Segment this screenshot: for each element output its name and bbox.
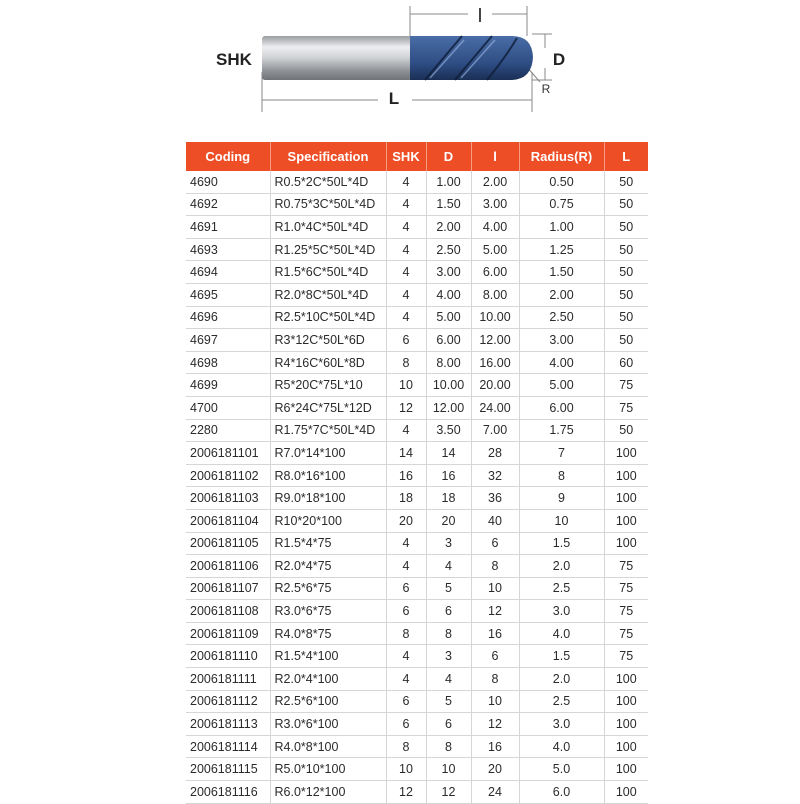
cell-l-small: 16 xyxy=(471,735,519,758)
cell-l-small: 16.00 xyxy=(471,351,519,374)
cell-shk: 4 xyxy=(386,645,426,668)
cell-l: 100 xyxy=(604,781,648,804)
cell-specification: R3.0*6*75 xyxy=(270,600,386,623)
cell-radius: 1.75 xyxy=(519,419,604,442)
cell-shk: 4 xyxy=(386,668,426,691)
cell-d: 5.00 xyxy=(426,306,471,329)
table-row xyxy=(186,577,648,600)
cell-coding: 2006181109 xyxy=(186,622,270,645)
table-row xyxy=(186,758,648,781)
cell-l: 100 xyxy=(604,690,648,713)
cell-coding: 2006181107 xyxy=(186,577,270,600)
cell-l-small: 12.00 xyxy=(471,329,519,352)
cell-l: 100 xyxy=(604,713,648,736)
cell-specification: R1.5*6C*50L*4D xyxy=(270,261,386,284)
table-row xyxy=(186,329,648,352)
table-row xyxy=(186,419,648,442)
cell-coding: 2006181115 xyxy=(186,758,270,781)
cell-d: 4 xyxy=(426,668,471,691)
cell-shk: 4 xyxy=(386,532,426,555)
cell-d: 14 xyxy=(426,442,471,465)
cell-d: 6 xyxy=(426,600,471,623)
cell-l: 75 xyxy=(604,396,648,419)
cell-shk: 6 xyxy=(386,713,426,736)
cell-l: 75 xyxy=(604,577,648,600)
cell-radius: 3.0 xyxy=(519,600,604,623)
cell-shk: 6 xyxy=(386,690,426,713)
cell-d: 1.50 xyxy=(426,193,471,216)
cell-shk: 18 xyxy=(386,487,426,510)
header-specification: Specification xyxy=(270,142,386,171)
cell-l-small: 32 xyxy=(471,464,519,487)
cell-d: 4.00 xyxy=(426,283,471,306)
cell-l: 50 xyxy=(604,329,648,352)
cell-d: 5 xyxy=(426,577,471,600)
cell-coding: 4700 xyxy=(186,396,270,419)
cell-coding: 4690 xyxy=(186,171,270,193)
label-shank: SHK xyxy=(216,50,252,69)
cell-shk: 14 xyxy=(386,442,426,465)
cell-radius: 1.00 xyxy=(519,216,604,239)
cell-d: 3.00 xyxy=(426,261,471,284)
cell-l: 100 xyxy=(604,464,648,487)
cell-coding: 2006181111 xyxy=(186,668,270,691)
label-radius: R xyxy=(541,82,551,96)
header-d: D xyxy=(426,142,471,171)
cell-l-small: 2.00 xyxy=(471,171,519,193)
cell-l: 100 xyxy=(604,487,648,510)
cell-d: 3.50 xyxy=(426,419,471,442)
cell-specification: R4*16C*60L*8D xyxy=(270,351,386,374)
cell-d: 16 xyxy=(426,464,471,487)
cell-l: 50 xyxy=(604,261,648,284)
cell-l: 60 xyxy=(604,351,648,374)
cell-shk: 16 xyxy=(386,464,426,487)
cell-radius: 9 xyxy=(519,487,604,510)
cell-shk: 4 xyxy=(386,283,426,306)
cell-specification: R7.0*14*100 xyxy=(270,442,386,465)
cell-l: 50 xyxy=(604,419,648,442)
cell-specification: R6.0*12*100 xyxy=(270,781,386,804)
cell-l-small: 8 xyxy=(471,555,519,578)
cell-d: 12.00 xyxy=(426,396,471,419)
cell-l-small: 40 xyxy=(471,509,519,532)
cell-radius: 2.0 xyxy=(519,555,604,578)
cell-shk: 4 xyxy=(386,555,426,578)
cell-shk: 6 xyxy=(386,600,426,623)
table-header-row xyxy=(186,142,648,171)
cell-specification: R10*20*100 xyxy=(270,509,386,532)
cell-l: 75 xyxy=(604,555,648,578)
cell-radius: 6.00 xyxy=(519,396,604,419)
cell-specification: R1.25*5C*50L*4D xyxy=(270,238,386,261)
cell-d: 8 xyxy=(426,622,471,645)
cell-l-small: 20.00 xyxy=(471,374,519,397)
cell-l-small: 12 xyxy=(471,600,519,623)
cell-radius: 10 xyxy=(519,509,604,532)
table-row xyxy=(186,216,648,239)
cell-coding: 2006181103 xyxy=(186,487,270,510)
cell-specification: R5*20C*75L*10 xyxy=(270,374,386,397)
cell-radius: 4.0 xyxy=(519,735,604,758)
cell-radius: 5.0 xyxy=(519,758,604,781)
cell-coding: 4699 xyxy=(186,374,270,397)
label-overall-length: L xyxy=(388,89,400,108)
table-row xyxy=(186,171,648,193)
cell-l: 50 xyxy=(604,171,648,193)
end-mill-dimension-diagram xyxy=(0,0,800,130)
header-l-small: l xyxy=(471,142,519,171)
cell-coding: 2006181106 xyxy=(186,555,270,578)
cell-l-small: 6.00 xyxy=(471,261,519,284)
table-row xyxy=(186,487,648,510)
cell-d: 8 xyxy=(426,735,471,758)
cell-radius: 7 xyxy=(519,442,604,465)
cell-radius: 2.00 xyxy=(519,283,604,306)
cell-radius: 1.50 xyxy=(519,261,604,284)
cell-coding: 2006181101 xyxy=(186,442,270,465)
cell-l-small: 5.00 xyxy=(471,238,519,261)
cell-specification: R5.0*10*100 xyxy=(270,758,386,781)
cell-specification: R9.0*18*100 xyxy=(270,487,386,510)
cell-d: 10 xyxy=(426,758,471,781)
cell-d: 4 xyxy=(426,555,471,578)
cell-l: 100 xyxy=(604,532,648,555)
cell-l-small: 36 xyxy=(471,487,519,510)
cell-coding: 4698 xyxy=(186,351,270,374)
table-row xyxy=(186,509,648,532)
header-l: L xyxy=(604,142,648,171)
cell-shk: 8 xyxy=(386,622,426,645)
cell-l: 100 xyxy=(604,668,648,691)
table-row xyxy=(186,351,648,374)
label-diameter: D xyxy=(552,50,566,69)
cell-l-small: 10 xyxy=(471,690,519,713)
table-row xyxy=(186,690,648,713)
cell-specification: R0.75*3C*50L*4D xyxy=(270,193,386,216)
cell-l-small: 8 xyxy=(471,668,519,691)
table-row xyxy=(186,713,648,736)
cell-radius: 4.00 xyxy=(519,351,604,374)
header-radius: Radius(R) xyxy=(519,142,604,171)
cell-specification: R2.0*8C*50L*4D xyxy=(270,283,386,306)
cell-shk: 4 xyxy=(386,306,426,329)
cell-specification: R4.0*8*75 xyxy=(270,622,386,645)
table-row xyxy=(186,193,648,216)
cell-coding: 4695 xyxy=(186,283,270,306)
cell-coding: 2006181116 xyxy=(186,781,270,804)
table-row xyxy=(186,555,648,578)
cell-d: 3 xyxy=(426,532,471,555)
cell-l-small: 16 xyxy=(471,622,519,645)
cell-coding: 2006181114 xyxy=(186,735,270,758)
cell-specification: R2.5*10C*50L*4D xyxy=(270,306,386,329)
table-row xyxy=(186,532,648,555)
cell-radius: 2.50 xyxy=(519,306,604,329)
header-shk: SHK xyxy=(386,142,426,171)
table-row xyxy=(186,238,648,261)
table-row xyxy=(186,283,648,306)
cell-l-small: 12 xyxy=(471,713,519,736)
cell-coding: 4696 xyxy=(186,306,270,329)
cell-shk: 12 xyxy=(386,781,426,804)
cell-specification: R1.0*4C*50L*4D xyxy=(270,216,386,239)
cell-shk: 8 xyxy=(386,351,426,374)
cell-radius: 4.0 xyxy=(519,622,604,645)
cell-d: 5 xyxy=(426,690,471,713)
table-row xyxy=(186,374,648,397)
cell-l-small: 10.00 xyxy=(471,306,519,329)
cell-shk: 6 xyxy=(386,577,426,600)
cell-d: 2.00 xyxy=(426,216,471,239)
cell-radius: 2.0 xyxy=(519,668,604,691)
cell-l-small: 4.00 xyxy=(471,216,519,239)
cell-l-small: 7.00 xyxy=(471,419,519,442)
table-row xyxy=(186,442,648,465)
cell-radius: 0.75 xyxy=(519,193,604,216)
cell-coding: 4697 xyxy=(186,329,270,352)
table-row xyxy=(186,622,648,645)
cell-coding: 2006181112 xyxy=(186,690,270,713)
cell-coding: 4691 xyxy=(186,216,270,239)
cell-specification: R3*12C*50L*6D xyxy=(270,329,386,352)
cell-shk: 4 xyxy=(386,216,426,239)
cell-l: 75 xyxy=(604,374,648,397)
cell-l-small: 20 xyxy=(471,758,519,781)
table-row xyxy=(186,735,648,758)
cell-coding: 2006181105 xyxy=(186,532,270,555)
cell-l-small: 3.00 xyxy=(471,193,519,216)
cell-l: 100 xyxy=(604,735,648,758)
cell-l: 100 xyxy=(604,442,648,465)
cell-specification: R6*24C*75L*12D xyxy=(270,396,386,419)
header-coding: Coding xyxy=(186,142,270,171)
cell-coding: 2006181104 xyxy=(186,509,270,532)
cell-coding: 2280 xyxy=(186,419,270,442)
cell-d: 8.00 xyxy=(426,351,471,374)
cell-l: 75 xyxy=(604,622,648,645)
table-row xyxy=(186,396,648,419)
cell-shk: 10 xyxy=(386,758,426,781)
cell-coding: 2006181102 xyxy=(186,464,270,487)
table-body xyxy=(186,171,648,803)
table-row xyxy=(186,464,648,487)
cell-radius: 3.0 xyxy=(519,713,604,736)
cell-shk: 4 xyxy=(386,238,426,261)
cell-l: 50 xyxy=(604,283,648,306)
cell-l: 75 xyxy=(604,600,648,623)
cell-specification: R2.5*6*100 xyxy=(270,690,386,713)
table-row xyxy=(186,600,648,623)
cell-radius: 5.00 xyxy=(519,374,604,397)
cell-shk: 12 xyxy=(386,396,426,419)
cell-specification: R0.5*2C*50L*4D xyxy=(270,171,386,193)
cell-shk: 20 xyxy=(386,509,426,532)
table-row xyxy=(186,668,648,691)
cell-l: 50 xyxy=(604,193,648,216)
cell-shk: 4 xyxy=(386,261,426,284)
cell-d: 18 xyxy=(426,487,471,510)
cell-coding: 2006181110 xyxy=(186,645,270,668)
cell-radius: 3.00 xyxy=(519,329,604,352)
cell-radius: 1.5 xyxy=(519,645,604,668)
cell-d: 6.00 xyxy=(426,329,471,352)
cell-radius: 2.5 xyxy=(519,577,604,600)
cell-coding: 4693 xyxy=(186,238,270,261)
cell-coding: 2006181113 xyxy=(186,713,270,736)
cell-d: 6 xyxy=(426,713,471,736)
cell-shk: 10 xyxy=(386,374,426,397)
cell-coding: 2006181108 xyxy=(186,600,270,623)
cell-radius: 8 xyxy=(519,464,604,487)
cell-d: 1.00 xyxy=(426,171,471,193)
cell-l-small: 28 xyxy=(471,442,519,465)
cell-specification: R2.0*4*75 xyxy=(270,555,386,578)
cell-shk: 4 xyxy=(386,193,426,216)
cell-l-small: 6 xyxy=(471,532,519,555)
cell-d: 3 xyxy=(426,645,471,668)
cell-shk: 6 xyxy=(386,329,426,352)
cell-shk: 4 xyxy=(386,419,426,442)
cell-radius: 6.0 xyxy=(519,781,604,804)
cell-radius: 1.25 xyxy=(519,238,604,261)
cell-radius: 1.5 xyxy=(519,532,604,555)
cell-shk: 4 xyxy=(386,171,426,193)
cell-d: 10.00 xyxy=(426,374,471,397)
cell-shk: 8 xyxy=(386,735,426,758)
cell-specification: R1.5*4*75 xyxy=(270,532,386,555)
table-row xyxy=(186,306,648,329)
cell-d: 20 xyxy=(426,509,471,532)
cell-specification: R2.0*4*100 xyxy=(270,668,386,691)
cell-l: 100 xyxy=(604,509,648,532)
cell-l: 50 xyxy=(604,216,648,239)
cell-coding: 4692 xyxy=(186,193,270,216)
specification-table xyxy=(186,142,648,804)
cell-l: 50 xyxy=(604,238,648,261)
cell-l-small: 24 xyxy=(471,781,519,804)
cell-l: 50 xyxy=(604,306,648,329)
cell-radius: 0.50 xyxy=(519,171,604,193)
table-row xyxy=(186,261,648,284)
cell-l-small: 8.00 xyxy=(471,283,519,306)
tool-shank xyxy=(262,36,412,80)
cell-radius: 2.5 xyxy=(519,690,604,713)
cell-specification: R2.5*6*75 xyxy=(270,577,386,600)
cell-l-small: 6 xyxy=(471,645,519,668)
table-row xyxy=(186,645,648,668)
cell-d: 2.50 xyxy=(426,238,471,261)
cell-specification: R3.0*6*100 xyxy=(270,713,386,736)
label-flute-length: l xyxy=(477,6,483,27)
cell-specification: R4.0*8*100 xyxy=(270,735,386,758)
cell-specification: R8.0*16*100 xyxy=(270,464,386,487)
cell-specification: R1.5*4*100 xyxy=(270,645,386,668)
cell-l: 100 xyxy=(604,758,648,781)
cell-l-small: 24.00 xyxy=(471,396,519,419)
cell-l: 75 xyxy=(604,645,648,668)
cell-coding: 4694 xyxy=(186,261,270,284)
cell-d: 12 xyxy=(426,781,471,804)
cell-specification: R1.75*7C*50L*4D xyxy=(270,419,386,442)
cell-l-small: 10 xyxy=(471,577,519,600)
